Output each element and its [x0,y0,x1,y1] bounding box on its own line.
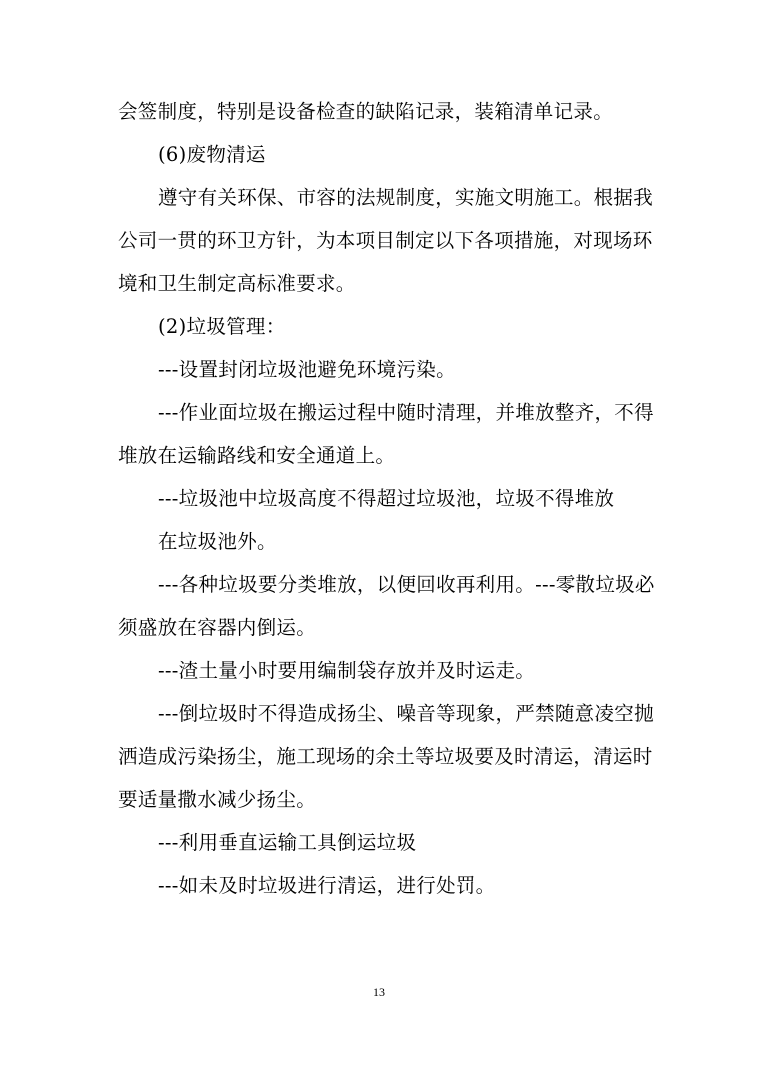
list-item: ---倒垃圾时不得造成扬尘、噪音等现象，严禁随意凌空抛 [158,702,654,725]
list-item: ---垃圾池中垃圾高度不得超过垃圾池，垃圾不得堆放 [158,487,615,510]
list-item-continuation: 堆放在运输路线和安全通道上。 [118,444,396,467]
list-item: ---如未及时垃圾进行清运，进行处罚。 [158,874,496,897]
list-item-continuation: 洒造成污染扬尘，施工现场的余土等垃圾要及时清运，清运时 [118,745,653,768]
list-item-continuation: 在垃圾池外。 [158,530,277,553]
section-heading-garbage: (2)垃圾管理： [158,315,286,338]
paragraph-line: 遵守有关环保、市容的法规制度，实施文明施工。根据我 [158,186,654,209]
body-text [118,90,655,907]
section-heading-waste: (6)废物清运 [158,143,266,166]
text-line: 会签制度，特别是设备检查的缺陷记录，装箱清单记录。 [118,100,614,123]
list-item: ---渣土量小时要用编制袋存放并及时运走。 [158,659,536,682]
list-item: ---各种垃圾要分类堆放，以便回收再利用。---零散垃圾必 [158,573,655,596]
page-number: 13 [373,985,385,999]
list-item-continuation: 须盛放在容器内倒运。 [118,616,317,639]
list-item-continuation: 要适量撒水减少扬尘。 [118,788,317,811]
list-item: ---设置封闭垃圾池避免环境污染。 [158,358,456,381]
paragraph-line: 境和卫生制定高标准要求。 [118,272,356,295]
list-item: ---利用垂直运输工具倒运垃圾 [158,831,417,854]
list-item: ---作业面垃圾在搬运过程中随时清理，并堆放整齐，不得 [158,401,654,424]
paragraph-line: 公司一贯的环卫方针，为本项目制定以下各项措施，对现场环 [118,229,653,252]
